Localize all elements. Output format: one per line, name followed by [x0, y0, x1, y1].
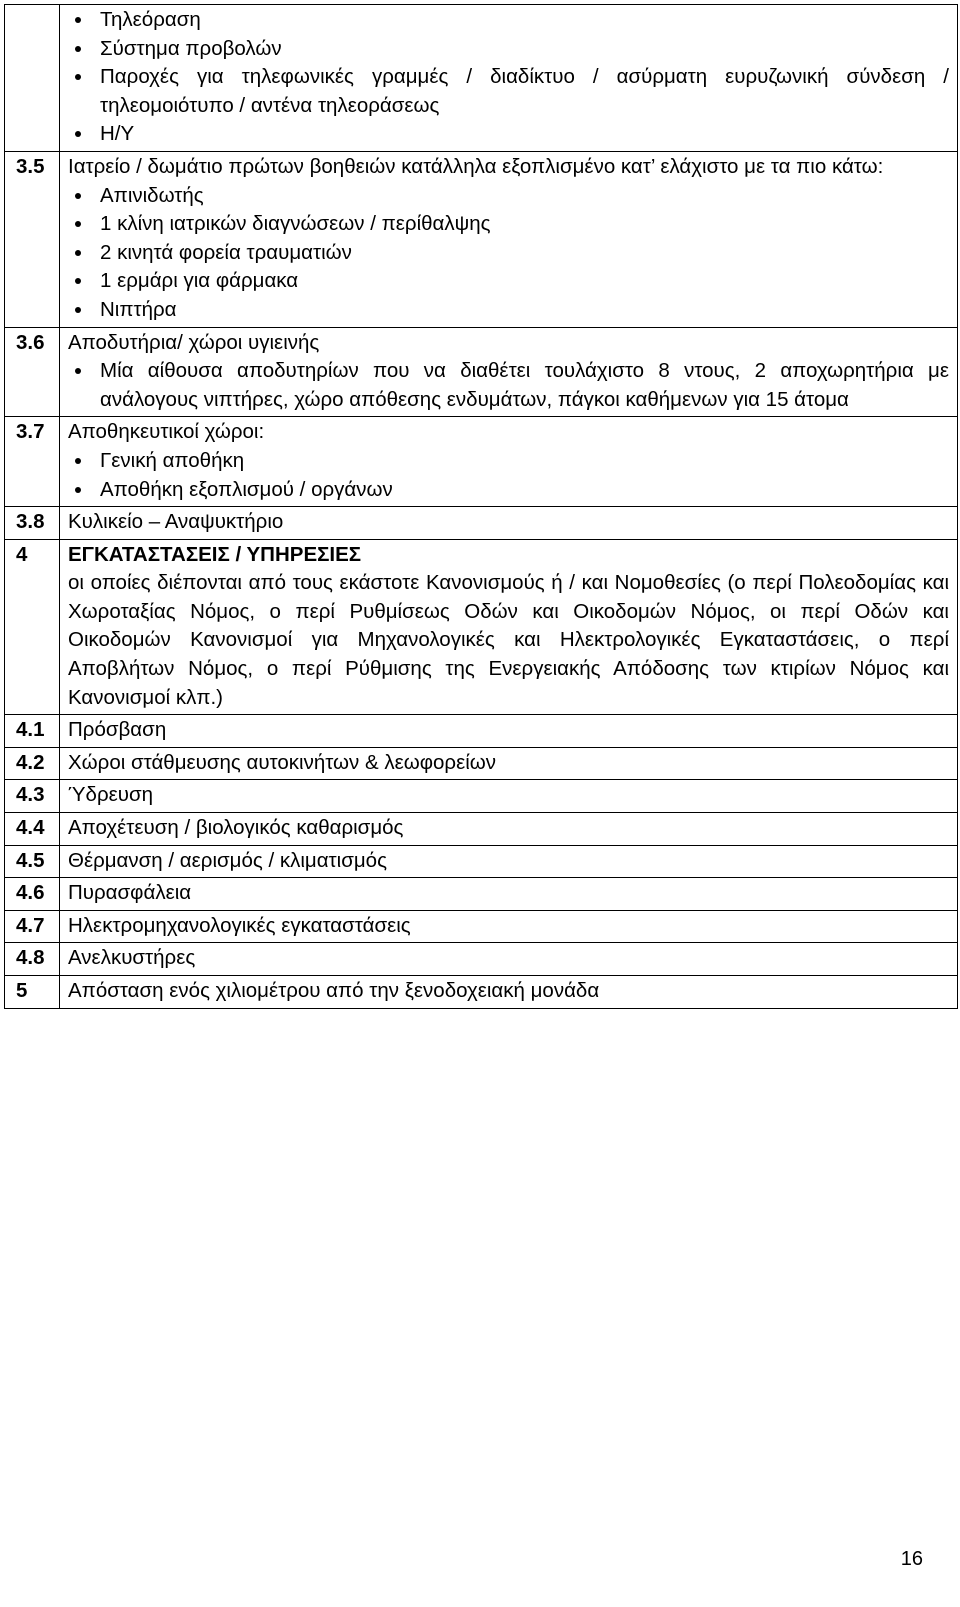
list-item — [100, 239, 949, 268]
row-text: Πυρασφάλεια — [68, 881, 192, 905]
list-item-text: 1 κλίνη ιατρικών διαγνώσεων / περίθαλψης — [100, 212, 491, 236]
table-row — [5, 5, 958, 152]
requirements-table — [4, 4, 958, 1009]
row-text: Αποχέτευση / βιολογικός καθαρισμός — [68, 816, 404, 840]
row-content — [60, 845, 958, 878]
row-text: Χώροι στάθμευσης αυτοκινήτων & λεωφορείων — [68, 750, 497, 774]
row-number: 4.4 — [5, 813, 60, 846]
row-content — [60, 151, 958, 327]
row-text: Ηλεκτρομηχανολογικές εγκαταστάσεις — [68, 913, 411, 937]
row-text: Θέρμανση / αερισμός / κλιματισμός — [68, 848, 387, 872]
list-item-text: Νιπτήρα — [100, 297, 177, 321]
list-item — [100, 6, 949, 35]
table-row — [5, 507, 958, 540]
row-content — [60, 715, 958, 748]
list-item — [100, 182, 949, 211]
list-item — [100, 447, 949, 476]
table-row — [5, 715, 958, 748]
row-text: Ύδρευση — [68, 783, 154, 807]
bullet-icon — [75, 17, 81, 23]
bullet-list — [68, 6, 949, 149]
row-content — [60, 327, 958, 417]
row-number: 3.7 — [5, 417, 60, 507]
table-row — [5, 878, 958, 911]
row-content — [60, 943, 958, 976]
row-number: 4.1 — [5, 715, 60, 748]
list-item-text: Παροχές για τηλεφωνικές γραμμές / διαδίκτυο / ασύρματη ευρυζωνική σύνδεση / τηλεομοιότυπο / αντένα τηλεοράσεως — [100, 65, 949, 117]
row-number — [5, 5, 60, 152]
table-row — [5, 845, 958, 878]
row-number: 4.2 — [5, 747, 60, 780]
list-item-text: Γενική αποθήκη — [100, 448, 245, 472]
list-item — [100, 296, 949, 325]
list-item — [100, 35, 949, 64]
table-row — [5, 747, 958, 780]
list-item-text: 1 ερμάρι για φάρμακα — [100, 269, 299, 293]
section-title: ΕΓΚΑΤΑΣΤΑΣΕΙΣ / ΥΠΗΡΕΣΙΕΣ — [68, 542, 362, 566]
bullet-icon — [75, 74, 81, 80]
list-item-text: 2 κινητά φορεία τραυματιών — [100, 240, 352, 264]
row-content — [60, 747, 958, 780]
list-item-text: Τηλεόραση — [100, 8, 201, 31]
table-row — [5, 417, 958, 507]
row-content — [60, 910, 958, 943]
bullet-icon — [75, 307, 81, 313]
table-row — [5, 780, 958, 813]
row-text: Ανελκυστήρες — [68, 946, 196, 970]
row-text: Ιατρείο / δωμάτιο πρώτων βοηθειών κατάλληλα εξοπλισμένο κατ’ ελάχιστο με τα πιο κάτω: — [68, 154, 884, 178]
requirements-table-body — [5, 5, 958, 1009]
row-content — [60, 878, 958, 911]
row-text: Κυλικείο – Αναψυκτήριο — [68, 510, 284, 534]
list-item-text: Σύστημα προβολών — [100, 36, 282, 60]
list-item — [100, 267, 949, 296]
row-number: 4 — [5, 539, 60, 715]
table-row — [5, 910, 958, 943]
table-row — [5, 539, 958, 715]
bullet-list — [68, 357, 949, 414]
list-item — [100, 210, 949, 239]
list-item-text: Μία αίθουσα αποδυτηρίων που να διαθέτει τουλάχιστο 8 ντους, 2 αποχωρητήρια με ανάλογους νιπτήρες, χώρο απόθεσης ενδυμάτων, πάγκοι καθήμενων για 15 άτομα — [100, 359, 949, 411]
bullet-icon — [75, 46, 81, 52]
list-item — [100, 357, 949, 414]
bullet-icon — [75, 278, 81, 284]
bullet-icon — [75, 458, 81, 464]
row-number: 3.8 — [5, 507, 60, 540]
table-row — [5, 943, 958, 976]
row-content — [60, 780, 958, 813]
list-item-text: Αποθήκη εξοπλισμού / οργάνων — [100, 477, 393, 501]
page-number: 16 — [900, 1548, 923, 1570]
bullet-icon — [75, 368, 81, 374]
row-number: 3.6 — [5, 327, 60, 417]
row-number: 4.3 — [5, 780, 60, 813]
bullet-list — [68, 182, 949, 325]
row-content — [60, 976, 958, 1009]
list-item-text: Η/Υ — [100, 122, 135, 146]
row-number: 4.7 — [5, 910, 60, 943]
row-content — [60, 507, 958, 540]
bullet-icon — [75, 250, 81, 256]
row-content — [60, 417, 958, 507]
list-item-text: Απινιδωτής — [100, 183, 204, 207]
table-row — [5, 151, 958, 327]
bullet-icon — [75, 487, 81, 493]
row-text: Πρόσβαση — [68, 718, 167, 742]
row-content — [60, 539, 958, 715]
row-text: Αποδυτήρια/ χώροι υγιεινής — [68, 330, 320, 354]
row-content — [60, 813, 958, 846]
bullet-icon — [75, 131, 81, 137]
list-item — [100, 120, 949, 149]
row-text: Αποθηκευτικοί χώροι: — [68, 420, 265, 444]
bullet-list — [68, 447, 949, 504]
table-row — [5, 813, 958, 846]
list-item — [100, 476, 949, 505]
row-text: Απόσταση ενός χιλιομέτρου από την ξενοδοχειακή μονάδα — [68, 979, 600, 1002]
row-number: 5 — [5, 976, 60, 1009]
row-number: 4.5 — [5, 845, 60, 878]
bullet-icon — [75, 221, 81, 227]
row-content — [60, 5, 958, 152]
row-number: 4.8 — [5, 943, 60, 976]
row-number: 4.6 — [5, 878, 60, 911]
list-item — [100, 63, 949, 120]
table-row — [5, 327, 958, 417]
bullet-icon — [75, 193, 81, 199]
row-text: οι οποίες διέπονται από τους εκάστοτε Κανονισμούς ή / και Νομοθεσίες (ο περί Πολεοδομίας και Χωροταξίας Νόμος, ο περί Ρυθμίσεως Οδών και Οικοδομών Νόμος, οι περί Οδών και Οικοδομών Κανονισμοί για Μηχανολογικές και Ηλεκτρολογικές Εγκαταστάσεις, ο περί Αποβλήτων Νόμος, ο περί Ρύθμισης της Ενεργειακής Απόδοσης των κτιρίων Νόμος και Κανονισμοί κλπ.) — [68, 571, 949, 709]
row-number: 3.5 — [5, 151, 60, 327]
table-row — [5, 976, 958, 1009]
